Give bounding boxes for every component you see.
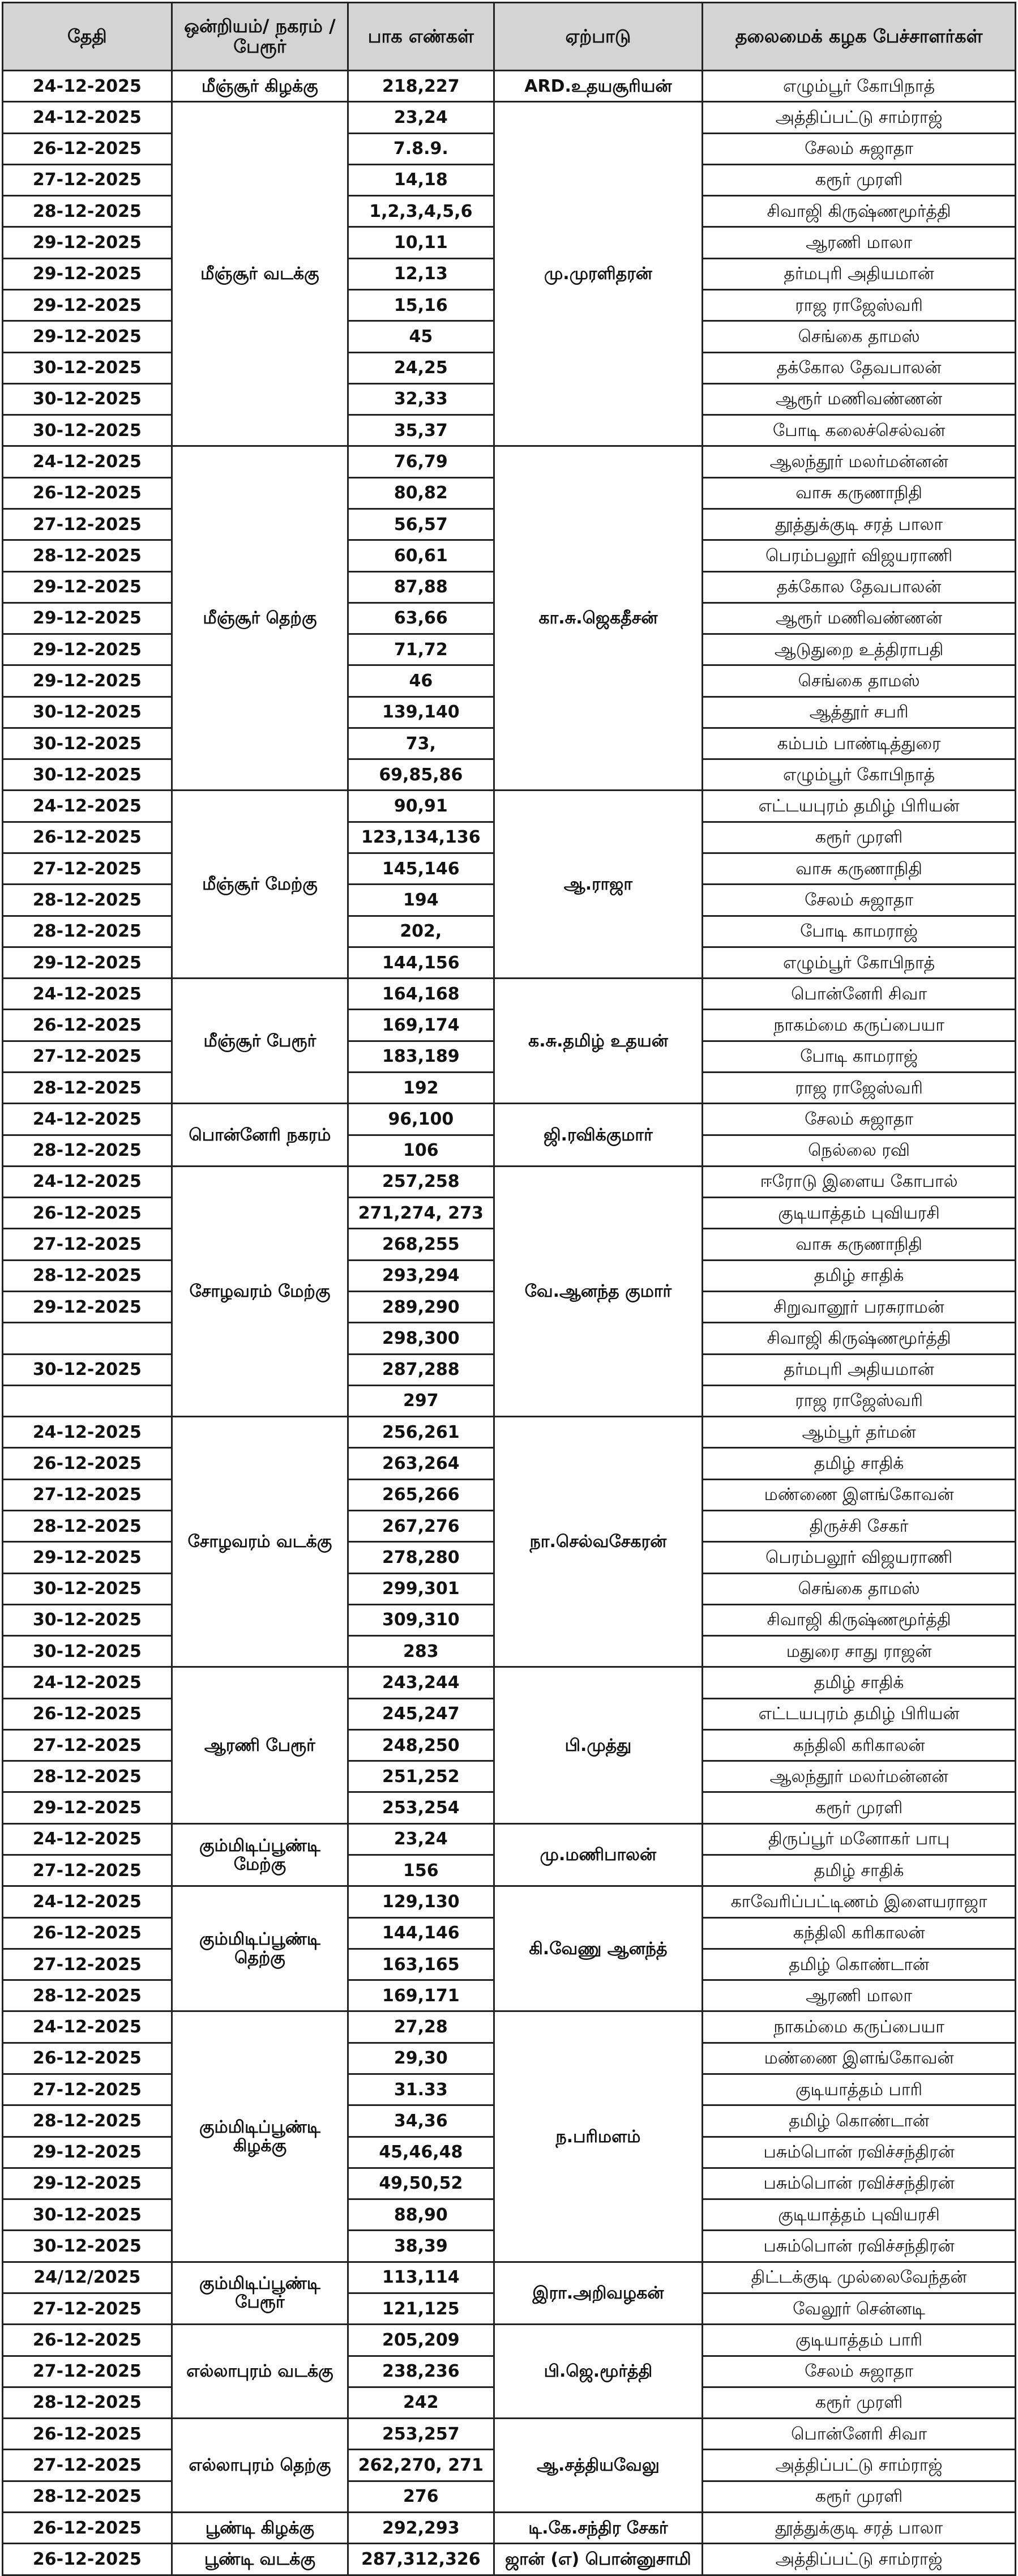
parts-cell: 139,140 (348, 697, 494, 728)
speaker-cell: குடியாத்தம் புவியரசி (703, 2199, 1016, 2231)
speaker-cell: பெரம்பலூர் விஜயராணி (703, 540, 1016, 571)
union-cell: மீஞ்சூர் வடக்கு (172, 102, 348, 446)
organizer-cell: ஆ.ராஜா (494, 791, 703, 979)
union-cell: கும்மிடிப்பூண்டி மேற்கு (172, 1823, 348, 1886)
speaker-cell: கரூர் முரளி (703, 1792, 1016, 1823)
speaker-cell: வாசு கருணாநிதி (703, 853, 1016, 885)
date-cell (3, 1385, 172, 1416)
speaker-cell: குடியாத்தம் பாரி (703, 2325, 1016, 2356)
date-cell: 29-12-2025 (3, 1792, 172, 1823)
speaker-cell: ராஜ ராஜேஸ்வரி (703, 289, 1016, 321)
date-cell: 29-12-2025 (3, 2137, 172, 2168)
date-cell: 28-12-2025 (3, 1980, 172, 2011)
date-cell: 29-12-2025 (3, 2168, 172, 2199)
date-cell: 28-12-2025 (3, 916, 172, 947)
speaker-cell: மண்ணை இளங்கோவன் (703, 2043, 1016, 2074)
speaker-cell: சேலம் சுஜாதா (703, 885, 1016, 916)
organizer-cell: கி.வேணு ஆனந்த் (494, 1886, 703, 2011)
union-cell: மீஞ்சூர் பேரூர் (172, 979, 348, 1104)
organizer-cell: ந.பரிமளம் (494, 2011, 703, 2262)
date-cell: 30-12-2025 (3, 759, 172, 791)
date-cell: 24-12-2025 (3, 1667, 172, 1698)
date-cell: 30-12-2025 (3, 1636, 172, 1667)
parts-cell: 293,294 (348, 1260, 494, 1291)
speaker-cell: செங்கை தாமஸ் (703, 665, 1016, 697)
speaker-cell: அத்திப்பட்டு சாம்ராஜ் (703, 102, 1016, 133)
union-cell: சோழவரம் வடக்கு (172, 1417, 348, 1667)
date-cell: 28-12-2025 (3, 1260, 172, 1291)
speaker-cell: திட்டக்குடி முல்லைவேந்தன் (703, 2262, 1016, 2293)
date-cell: 28-12-2025 (3, 540, 172, 571)
parts-cell: 96,100 (348, 1104, 494, 1135)
parts-cell: 289,290 (348, 1291, 494, 1322)
date-cell: 28-12-2025 (3, 885, 172, 916)
speaker-cell: தமிழ் சாதிக் (703, 1855, 1016, 1886)
parts-cell: 257,258 (348, 1166, 494, 1197)
date-cell: 24-12-2025 (3, 102, 172, 133)
union-cell: ஆரணி பேரூர் (172, 1667, 348, 1823)
speaker-cell: பொன்னேரி சிவா (703, 979, 1016, 1010)
speaker-cell: பசும்பொன் ரவிச்சந்திரன் (703, 2231, 1016, 2262)
union-cell: மீஞ்சூர் மேற்கு (172, 791, 348, 979)
date-cell: 27-12-2025 (3, 1041, 172, 1072)
date-cell (3, 1323, 172, 1354)
date-cell: 27-12-2025 (3, 1479, 172, 1510)
date-cell: 26-12-2025 (3, 1198, 172, 1229)
parts-cell: 267,276 (348, 1510, 494, 1541)
speaker-cell: தக்கோல தேவபாலன் (703, 571, 1016, 603)
table-row (3, 2512, 1016, 2543)
parts-cell: 243,244 (348, 1667, 494, 1698)
speaker-cell: தமிழ் கொண்டான் (703, 1949, 1016, 1980)
parts-cell: 202, (348, 916, 494, 947)
date-cell: 26-12-2025 (3, 2325, 172, 2356)
parts-cell: 265,266 (348, 1479, 494, 1510)
speaker-cell: மண்ணை இளங்கோவன் (703, 1479, 1016, 1510)
date-cell: 26-12-2025 (3, 1698, 172, 1729)
parts-cell: 298,300 (348, 1323, 494, 1354)
parts-cell: 245,247 (348, 1698, 494, 1729)
parts-cell: 144,146 (348, 1917, 494, 1949)
date-cell: 29-12-2025 (3, 571, 172, 603)
parts-cell: 12,13 (348, 258, 494, 289)
date-cell: 27-12-2025 (3, 1729, 172, 1761)
parts-cell: 253,254 (348, 1792, 494, 1823)
speaker-cell: ஆரணி மாலா (703, 1980, 1016, 2011)
parts-cell: 56,57 (348, 509, 494, 540)
parts-cell: 76,79 (348, 446, 494, 477)
union-cell: மீஞ்சூர் தெற்கு (172, 446, 348, 791)
date-cell: 29-12-2025 (3, 665, 172, 697)
date-cell: 27-12-2025 (3, 2356, 172, 2387)
date-cell: 30-12-2025 (3, 1573, 172, 1604)
date-cell: 28-12-2025 (3, 2481, 172, 2512)
header-speakers: தலைமைக் கழக பேச்சாளர்கள் (703, 3, 1016, 71)
parts-cell: 27,28 (348, 2011, 494, 2043)
parts-cell: 169,174 (348, 1010, 494, 1041)
parts-cell: 34,36 (348, 2105, 494, 2137)
parts-cell: 169,171 (348, 1980, 494, 2011)
date-cell: 29-12-2025 (3, 603, 172, 634)
union-cell: பொன்னேரி நகரம் (172, 1104, 348, 1167)
parts-cell: 299,301 (348, 1573, 494, 1604)
date-cell: 24-12-2025 (3, 1417, 172, 1448)
parts-cell: 262,270, 271 (348, 2450, 494, 2481)
date-cell: 24-12-2025 (3, 1104, 172, 1135)
date-cell: 29-12-2025 (3, 289, 172, 321)
speaker-cell: தமிழ் சாதிக் (703, 1667, 1016, 1698)
date-cell: 26-12-2025 (3, 2043, 172, 2074)
date-cell: 30-12-2025 (3, 697, 172, 728)
organizer-cell: ஆ.சத்தியவேலு (494, 2419, 703, 2513)
organizer-cell: வே.ஆனந்த குமார் (494, 1166, 703, 1416)
speaker-cell: நெல்லை ரவி (703, 1135, 1016, 1166)
table-row (3, 2419, 1016, 2450)
speaker-cell: தமிழ் சாதிக் (703, 1260, 1016, 1291)
parts-cell: 32,33 (348, 383, 494, 415)
date-cell: 24-12-2025 (3, 1886, 172, 1917)
parts-cell: 218,227 (348, 71, 494, 102)
date-cell: 30-12-2025 (3, 728, 172, 759)
speaker-cell: பசும்பொன் ரவிச்சந்திரன் (703, 2168, 1016, 2199)
table-row (3, 2011, 1016, 2043)
date-cell: 27-12-2025 (3, 509, 172, 540)
speaker-cell: தர்மபுரி அதியமான் (703, 1354, 1016, 1385)
parts-cell: 80,82 (348, 477, 494, 509)
speaker-cell: கந்திலி கரிகாலன் (703, 1917, 1016, 1949)
speaker-cell: ஆலந்தூர் மலர்மன்னன் (703, 446, 1016, 477)
speaker-cell: ஆலந்தூர் மலர்மன்னன் (703, 1761, 1016, 1792)
organizer-cell: க.சு.தமிழ் உதயன் (494, 979, 703, 1104)
speaker-cell: ஆடுதுறை உத்திராபதி (703, 634, 1016, 665)
union-cell: எல்லாபுரம் தெற்கு (172, 2419, 348, 2513)
parts-cell: 24,25 (348, 352, 494, 383)
parts-cell: 38,39 (348, 2231, 494, 2262)
parts-cell: 263,264 (348, 1448, 494, 1479)
date-cell: 30-12-2025 (3, 2199, 172, 2231)
parts-cell: 256,261 (348, 1417, 494, 1448)
speaker-cell: குடியாத்தம் பாரி (703, 2074, 1016, 2105)
speaker-cell: கம்பம் பாண்டித்துரை (703, 728, 1016, 759)
organizer-cell: நா.செல்வசேகரன் (494, 1417, 703, 1667)
header-row (3, 3, 1016, 71)
speaker-cell: வாசு கருணாநிதி (703, 477, 1016, 509)
parts-cell: 283 (348, 1636, 494, 1667)
parts-cell: 45 (348, 321, 494, 352)
date-cell: 26-12-2025 (3, 477, 172, 509)
speaker-cell: போடி காமராஜ் (703, 1041, 1016, 1072)
header-date: தேதி (3, 3, 172, 71)
date-cell: 24-12-2025 (3, 791, 172, 822)
parts-cell: 238,236 (348, 2356, 494, 2387)
date-cell: 26-12-2025 (3, 822, 172, 853)
parts-cell: 69,85,86 (348, 759, 494, 791)
date-cell: 27-12-2025 (3, 164, 172, 195)
table-row (3, 1417, 1016, 1448)
table-row (3, 446, 1016, 477)
speaker-cell: ராஜ ராஜேஸ்வரி (703, 1073, 1016, 1104)
date-cell: 29-12-2025 (3, 321, 172, 352)
speaker-cell: எழும்பூர் கோபிநாத் (703, 71, 1016, 102)
parts-cell: 164,168 (348, 979, 494, 1010)
date-cell: 28-12-2025 (3, 2105, 172, 2137)
date-cell: 27-12-2025 (3, 853, 172, 885)
date-cell: 26-12-2025 (3, 1010, 172, 1041)
date-cell: 28-12-2025 (3, 2387, 172, 2418)
parts-cell: 23,24 (348, 1823, 494, 1855)
speaker-cell: திருச்சி சேகர் (703, 1510, 1016, 1541)
schedule-body (3, 71, 1016, 2575)
date-cell: 26-12-2025 (3, 2512, 172, 2543)
date-cell: 27-12-2025 (3, 2074, 172, 2105)
parts-cell: 73, (348, 728, 494, 759)
date-cell: 24-12-2025 (3, 446, 172, 477)
parts-cell: 163,165 (348, 1949, 494, 1980)
organizer-cell: கா.சு.ஜெகதீசன் (494, 446, 703, 791)
header-union: ஒன்றியம்/ நகரம் / பேரூர் (172, 3, 348, 71)
speaker-cell: செங்கை தாமஸ் (703, 1573, 1016, 1604)
date-cell: 24-12-2025 (3, 71, 172, 102)
date-cell: 29-12-2025 (3, 258, 172, 289)
parts-cell: 90,91 (348, 791, 494, 822)
speaker-cell: மதுரை சாது ராஜன் (703, 1636, 1016, 1667)
date-cell: 30-12-2025 (3, 352, 172, 383)
parts-cell: 242 (348, 2387, 494, 2418)
parts-cell: 278,280 (348, 1542, 494, 1573)
speaker-cell: கரூர் முரளி (703, 2387, 1016, 2418)
date-cell: 30-12-2025 (3, 1354, 172, 1385)
date-cell: 27-12-2025 (3, 2293, 172, 2324)
parts-cell: 1,2,3,4,5,6 (348, 196, 494, 227)
speaker-cell: திருப்பூர் மனோகர் பாபு (703, 1823, 1016, 1855)
speaker-cell: கரூர் முரளி (703, 822, 1016, 853)
speaker-cell: வாசு கருணாநிதி (703, 1229, 1016, 1260)
speaker-cell: சிவாஜி கிருஷ்ணமூர்த்தி (703, 1604, 1016, 1635)
organizer-cell: மு.முரளிதரன் (494, 102, 703, 446)
speaker-cell: பசும்பொன் ரவிச்சந்திரன் (703, 2137, 1016, 2168)
parts-cell: 88,90 (348, 2199, 494, 2231)
parts-cell: 45,46,48 (348, 2137, 494, 2168)
date-cell: 26-12-2025 (3, 2544, 172, 2575)
speaker-cell: ஆரணி மாலா (703, 227, 1016, 258)
speaker-cell: பெரம்பலூர் விஜயராணி (703, 1542, 1016, 1573)
date-cell: 28-12-2025 (3, 1761, 172, 1792)
speaker-cell: ஈரோடு இளைய கோபால் (703, 1166, 1016, 1197)
date-cell: 28-12-2025 (3, 196, 172, 227)
date-cell: 24/12/2025 (3, 2262, 172, 2293)
date-cell: 28-12-2025 (3, 1510, 172, 1541)
union-cell: கும்மிடிப்பூண்டி கிழக்கு (172, 2011, 348, 2262)
parts-cell: 145,146 (348, 853, 494, 885)
speaker-cell: தூத்துக்குடி சரத் பாலா (703, 509, 1016, 540)
parts-cell: 7.8.9. (348, 133, 494, 164)
speaker-cell: போடி காமராஜ் (703, 916, 1016, 947)
date-cell: 28-12-2025 (3, 1135, 172, 1166)
table-row (3, 1104, 1016, 1135)
parts-cell: 46 (348, 665, 494, 697)
parts-cell: 268,255 (348, 1229, 494, 1260)
table-row (3, 2325, 1016, 2356)
speaker-cell: எழும்பூர் கோபிநாத் (703, 947, 1016, 978)
date-cell: 27-12-2025 (3, 2450, 172, 2481)
parts-cell: 60,61 (348, 540, 494, 571)
header-organizer: ஏற்பாடு (494, 3, 703, 71)
union-cell: பூண்டி வடக்கு (172, 2544, 348, 2575)
speaker-cell: சேலம் சுஜாதா (703, 2356, 1016, 2387)
speaker-cell: தமிழ் கொண்டான் (703, 2105, 1016, 2137)
parts-cell: 29,30 (348, 2043, 494, 2074)
parts-cell: 248,250 (348, 1729, 494, 1761)
speaker-cell: ஆத்தூர் சபரி (703, 697, 1016, 728)
date-cell: 30-12-2025 (3, 415, 172, 446)
speaker-cell: தர்மபுரி அதியமான் (703, 258, 1016, 289)
speaker-cell: சேலம் சுஜாதா (703, 1104, 1016, 1135)
parts-cell: 287,312,326 (348, 2544, 494, 2575)
parts-cell: 15,16 (348, 289, 494, 321)
parts-cell: 14,18 (348, 164, 494, 195)
table-row (3, 1667, 1016, 1698)
parts-cell: 123,134,136 (348, 822, 494, 853)
parts-cell: 292,293 (348, 2512, 494, 2543)
date-cell: 29-12-2025 (3, 227, 172, 258)
parts-cell: 194 (348, 885, 494, 916)
date-cell: 29-12-2025 (3, 1542, 172, 1573)
speaker-cell: போடி கலைச்செல்வன் (703, 415, 1016, 446)
organizer-cell: ஜான் (எ) பொன்னுசாமி (494, 2544, 703, 2575)
parts-cell: 31.33 (348, 2074, 494, 2105)
speaker-cell: தூத்துக்குடி சரத் பாலா (703, 2512, 1016, 2543)
speaker-cell: சேலம் சுஜாதா (703, 133, 1016, 164)
organizer-cell: மு.மணிபாலன் (494, 1823, 703, 1886)
parts-cell: 87,88 (348, 571, 494, 603)
parts-cell: 183,189 (348, 1041, 494, 1072)
organizer-cell: ஜி.ரவிக்குமார் (494, 1104, 703, 1167)
date-cell: 27-12-2025 (3, 1229, 172, 1260)
parts-cell: 144,156 (348, 947, 494, 978)
date-cell: 30-12-2025 (3, 383, 172, 415)
speaker-cell: அத்திப்பட்டு சாம்ராஜ் (703, 2544, 1016, 2575)
speaker-cell: அத்திப்பட்டு சாம்ராஜ் (703, 2450, 1016, 2481)
parts-cell: 297 (348, 1385, 494, 1416)
union-cell: கும்மிடிப்பூண்டி தெற்கு (172, 1886, 348, 2011)
organizer-cell: ARD.உதயசூரியன் (494, 71, 703, 102)
speaker-cell: காவேரிப்பட்டிணம் இளையராஜா (703, 1886, 1016, 1917)
speaker-cell: எட்டயபுரம் தமிழ் பிரியன் (703, 1698, 1016, 1729)
date-cell: 27-12-2025 (3, 1949, 172, 1980)
table-row (3, 2544, 1016, 2575)
parts-cell: 156 (348, 1855, 494, 1886)
table-row (3, 1166, 1016, 1197)
table-row (3, 2262, 1016, 2293)
date-cell: 24-12-2025 (3, 2011, 172, 2043)
speaker-cell: கரூர் முரளி (703, 164, 1016, 195)
speaker-cell: கந்திலி கரிகாலன் (703, 1729, 1016, 1761)
parts-cell: 10,11 (348, 227, 494, 258)
parts-cell: 23,24 (348, 102, 494, 133)
parts-cell: 287,288 (348, 1354, 494, 1385)
parts-cell: 309,310 (348, 1604, 494, 1635)
table-row (3, 1886, 1016, 1917)
parts-cell: 271,274, 273 (348, 1198, 494, 1229)
table-row (3, 1823, 1016, 1855)
parts-cell: 63,66 (348, 603, 494, 634)
parts-cell: 192 (348, 1073, 494, 1104)
table-row (3, 791, 1016, 822)
parts-cell: 121,125 (348, 2293, 494, 2324)
speaker-cell: வேலூர் சென்னடி (703, 2293, 1016, 2324)
speaker-cell: ஆம்பூர் தர்மன் (703, 1417, 1016, 1448)
parts-cell: 106 (348, 1135, 494, 1166)
date-cell: 26-12-2025 (3, 2419, 172, 2450)
parts-cell: 251,252 (348, 1761, 494, 1792)
speaker-cell: ஆரூர் மணிவண்ணன் (703, 603, 1016, 634)
organizer-cell: பி.ஜெ.மூர்த்தி (494, 2325, 703, 2419)
parts-cell: 276 (348, 2481, 494, 2512)
parts-cell: 71,72 (348, 634, 494, 665)
parts-cell: 205,209 (348, 2325, 494, 2356)
table-row (3, 71, 1016, 102)
parts-cell: 35,37 (348, 415, 494, 446)
speaker-cell: செங்கை தாமஸ் (703, 321, 1016, 352)
date-cell: 26-12-2025 (3, 1917, 172, 1949)
parts-cell: 253,257 (348, 2419, 494, 2450)
speaker-cell: குடியாத்தம் புவியரசி (703, 1198, 1016, 1229)
table-row (3, 102, 1016, 133)
speaker-cell: கரூர் முரளி (703, 2481, 1016, 2512)
speaker-cell: தமிழ் சாதிக் (703, 1448, 1016, 1479)
organizer-cell: பி.முத்து (494, 1667, 703, 1823)
speaker-cell: ராஜ ராஜேஸ்வரி (703, 1385, 1016, 1416)
date-cell: 27-12-2025 (3, 1855, 172, 1886)
speaker-cell: சிவாஜி கிருஷ்ணமூர்த்தி (703, 1323, 1016, 1354)
speaker-cell: தக்கோல தேவபாலன் (703, 352, 1016, 383)
union-cell: கும்மிடிப்பூண்டி பேரூர் (172, 2262, 348, 2325)
date-cell: 28-12-2025 (3, 1073, 172, 1104)
date-cell: 26-12-2025 (3, 1448, 172, 1479)
parts-cell: 49,50,52 (348, 2168, 494, 2199)
speaker-cell: நாகம்மை கருப்பையா (703, 2011, 1016, 2043)
table-row (3, 979, 1016, 1010)
organizer-cell: இரா.அறிவழகன் (494, 2262, 703, 2325)
organizer-cell: டி.கே.சந்திர சேகர் (494, 2512, 703, 2543)
speaker-cell: எட்டயபுரம் தமிழ் பிரியன் (703, 791, 1016, 822)
schedule-table (2, 2, 1016, 2576)
speaker-cell: ஆரூர் மணிவண்ணன் (703, 383, 1016, 415)
union-cell: பூண்டி கிழக்கு (172, 2512, 348, 2543)
date-cell: 24-12-2025 (3, 1166, 172, 1197)
header-parts: பாக எண்கள் (348, 3, 494, 71)
union-cell: மீஞ்சூர் கிழக்கு (172, 71, 348, 102)
speaker-cell: சிறுவானூர் பரசுராமன் (703, 1291, 1016, 1322)
union-cell: சோழவரம் மேற்கு (172, 1166, 348, 1416)
date-cell: 29-12-2025 (3, 1291, 172, 1322)
speaker-cell: சிவாஜி கிருஷ்ணமூர்த்தி (703, 196, 1016, 227)
speaker-cell: பொன்னேரி சிவா (703, 2419, 1016, 2450)
union-cell: எல்லாபுரம் வடக்கு (172, 2325, 348, 2419)
date-cell: 29-12-2025 (3, 947, 172, 978)
date-cell: 29-12-2025 (3, 634, 172, 665)
date-cell: 30-12-2025 (3, 1604, 172, 1635)
date-cell: 24-12-2025 (3, 1823, 172, 1855)
date-cell: 30-12-2025 (3, 2231, 172, 2262)
date-cell: 24-12-2025 (3, 979, 172, 1010)
date-cell: 26-12-2025 (3, 133, 172, 164)
parts-cell: 129,130 (348, 1886, 494, 1917)
speaker-cell: நாகம்மை கருப்பையா (703, 1010, 1016, 1041)
parts-cell: 113,114 (348, 2262, 494, 2293)
speaker-cell: எழும்பூர் கோபிநாத் (703, 759, 1016, 791)
